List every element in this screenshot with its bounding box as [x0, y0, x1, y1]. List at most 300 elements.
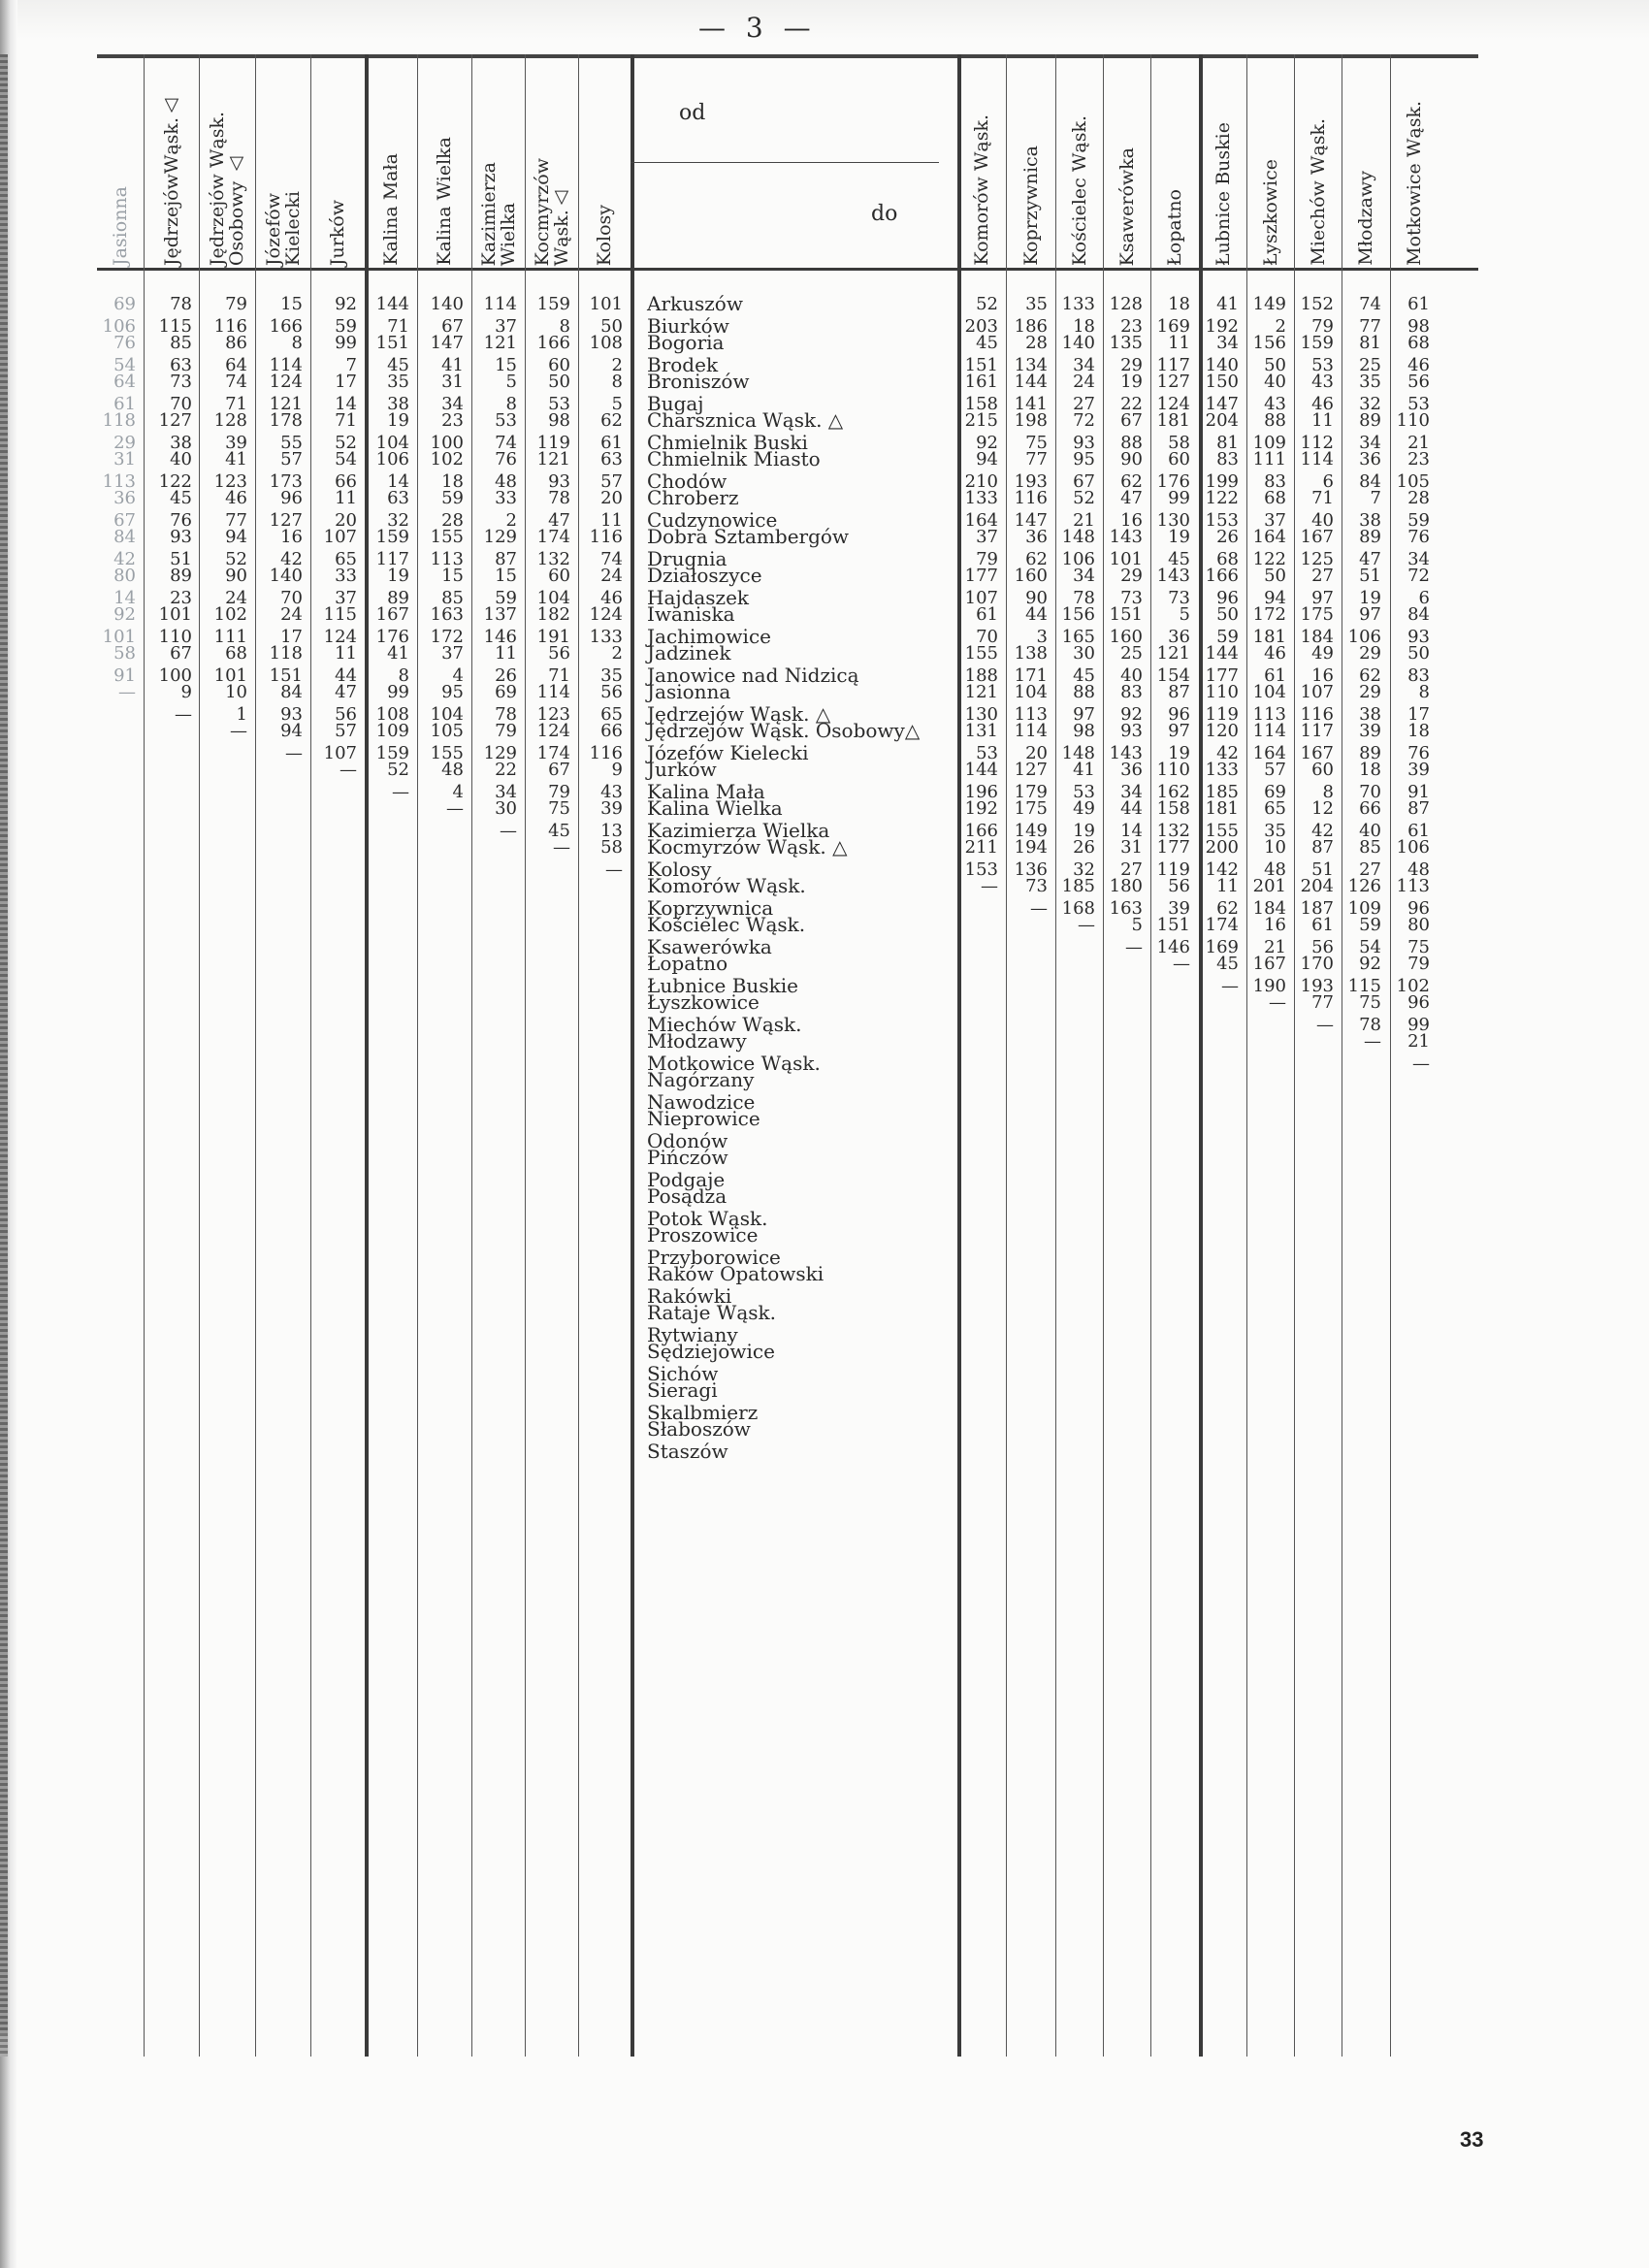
distance-cell: 60 — [548, 566, 570, 586]
distance-cell: 153 — [1205, 510, 1239, 531]
distance-cell: 117 — [1300, 721, 1334, 741]
distance-cell: 60 — [1168, 449, 1190, 470]
distance-cell: 105 — [1396, 471, 1430, 492]
distance-cell: 164 — [1252, 527, 1286, 547]
distance-cell: 127 — [1014, 760, 1048, 780]
distance-cell: 8 — [559, 316, 570, 337]
distance-cell: 113 — [1396, 876, 1430, 896]
distance-cell: 88 — [1264, 410, 1286, 431]
distance-cell: 116 — [589, 743, 623, 763]
distance-cell: 16 — [1120, 510, 1143, 531]
distance-cell: 46 — [1407, 355, 1430, 375]
distance-cell: 10 — [1264, 837, 1286, 858]
left-column-divider — [630, 54, 634, 2057]
left-column-header — [525, 60, 578, 266]
station-name: Skalbmierz — [647, 1401, 759, 1424]
right-column-header — [1055, 60, 1103, 266]
distance-cell: 151 — [1109, 604, 1143, 625]
station-name: Przyborowice — [647, 1246, 781, 1269]
distance-cell: 67 — [113, 510, 136, 531]
distance-cell: 49 — [1311, 643, 1334, 664]
distance-cell: 28 — [1025, 333, 1048, 353]
distance-cell: 121 — [1156, 643, 1190, 664]
distance-cell: 11 — [495, 643, 517, 664]
column-header-label: Kocmyrzów Wąsk.△ — [531, 157, 572, 266]
distance-cell: 104 — [536, 588, 570, 608]
distance-cell: 38 — [170, 433, 192, 453]
distance-cell: 89 — [170, 566, 192, 586]
distance-cell: 75 — [548, 798, 570, 819]
distance-cell: 110 — [158, 627, 192, 647]
left-column-header — [417, 60, 471, 266]
station-name: Młodzawy — [647, 1029, 747, 1053]
distance-cell: 196 — [964, 782, 998, 802]
distance-cell: — — [1364, 1031, 1381, 1052]
distance-cell: 89 — [1359, 410, 1381, 431]
distance-cell: 24 — [225, 588, 247, 608]
distance-cell: 43 — [1264, 394, 1286, 414]
distance-cell: 194 — [1014, 837, 1048, 858]
distance-cell: 114 — [1300, 449, 1334, 470]
distance-cell: 167 — [1300, 743, 1334, 763]
station-name: Kalina Wielka — [647, 796, 783, 820]
distance-cell: 176 — [375, 627, 409, 647]
distance-cell: — — [1030, 898, 1048, 919]
distance-cell: 92 — [113, 604, 136, 625]
distance-cell: 87 — [1407, 798, 1430, 819]
station-name: Cudzynowice — [647, 508, 778, 532]
distance-cell: 127 — [158, 410, 192, 431]
station-name: Chmielnik Buski — [647, 431, 808, 454]
distance-cell: 15 — [280, 294, 303, 314]
station-name: Działoszyce — [647, 564, 762, 587]
distance-cell: 144 — [964, 760, 998, 780]
distance-cell: 131 — [964, 721, 998, 741]
distance-cell: 47 — [1359, 549, 1381, 569]
distance-cell: 110 — [1205, 682, 1239, 702]
distance-cell: 181 — [1156, 410, 1190, 431]
distance-cell: 38 — [1359, 704, 1381, 725]
station-name: Jasionna — [647, 680, 731, 703]
distance-cell: 176 — [1156, 471, 1190, 492]
distance-cell: 147 — [1014, 510, 1048, 531]
distance-cell: 177 — [964, 566, 998, 586]
distance-cell: 58 — [113, 643, 136, 664]
station-name: Chroberz — [647, 486, 739, 509]
distance-cell: 11 — [600, 510, 623, 531]
distance-cell: 45 — [1073, 665, 1095, 686]
distance-cell: 84 — [1407, 604, 1430, 625]
distance-cell: 98 — [1073, 721, 1095, 741]
distance-cell: 173 — [269, 471, 303, 492]
distance-cell: 73 — [1168, 588, 1190, 608]
station-name: Sichów — [647, 1362, 719, 1385]
distance-cell: 59 — [1359, 915, 1381, 935]
distance-cell: 114 — [1252, 721, 1286, 741]
distance-cell: 186 — [1014, 316, 1048, 337]
distance-cell: 153 — [964, 859, 998, 880]
distance-cell: 43 — [1311, 372, 1334, 392]
distance-cell: 5 — [1131, 915, 1143, 935]
distance-cell: 24 — [1073, 372, 1095, 392]
distance-cell: 67 — [170, 643, 192, 664]
distance-cell: 62 — [1359, 665, 1381, 686]
distance-cell: 94 — [280, 721, 303, 741]
distance-cell: 110 — [1396, 410, 1430, 431]
distance-cell: 159 — [536, 294, 570, 314]
distance-cell: 37 — [1264, 510, 1286, 531]
distance-cell: 1 — [236, 704, 247, 725]
distance-cell: 61 — [976, 604, 998, 625]
distance-cell: 65 — [335, 549, 357, 569]
distance-cell: 8 — [1418, 682, 1430, 702]
distance-cell: — — [1173, 954, 1190, 974]
station-name: Komorów Wąsk. — [647, 874, 806, 897]
distance-cell: 2 — [1275, 316, 1286, 337]
distance-cell: 158 — [1156, 798, 1190, 819]
distance-cell: 46 — [1264, 643, 1286, 664]
distance-cell: 106 — [1396, 837, 1430, 858]
station-name: Kolosy — [647, 858, 712, 881]
distance-cell: 96 — [1168, 704, 1190, 725]
distance-cell: 121 — [269, 394, 303, 414]
distance-cell: 31 — [1120, 837, 1143, 858]
distance-cell: 61 — [113, 394, 136, 414]
station-name: Bugaj — [647, 392, 704, 415]
distance-cell: 65 — [1264, 798, 1286, 819]
distance-cell: 130 — [964, 704, 998, 725]
distance-cell: 136 — [1014, 859, 1048, 880]
distance-cell: 127 — [269, 510, 303, 531]
distance-cell: — — [605, 859, 623, 880]
distance-cell: 20 — [600, 488, 623, 508]
distance-cell: 122 — [1252, 549, 1286, 569]
distance-cell: 40 — [1311, 510, 1334, 531]
distance-cell: 159 — [375, 527, 409, 547]
distance-cell: 117 — [375, 549, 409, 569]
distance-cell: 47 — [1120, 488, 1143, 508]
distance-cell: 155 — [430, 527, 464, 547]
distance-cell: 61 — [1407, 294, 1430, 314]
distance-cell: 60 — [548, 355, 570, 375]
distance-cell: 52 — [1073, 488, 1095, 508]
distance-cell: — — [1412, 1053, 1430, 1074]
distance-cell: 69 — [113, 294, 136, 314]
distance-cell: 147 — [1205, 394, 1239, 414]
distance-cell: 71 — [387, 316, 409, 337]
distance-cell: 50 — [600, 316, 623, 337]
distance-cell: 18 — [1073, 316, 1095, 337]
distance-cell: 163 — [430, 604, 464, 625]
distance-cell: 44 — [335, 665, 357, 686]
distance-cell: 56 — [1407, 372, 1430, 392]
distance-cell: 53 — [976, 743, 998, 763]
distance-cell: 114 — [269, 355, 303, 375]
distance-cell: 102 — [1396, 976, 1430, 996]
distance-cell: — — [446, 798, 464, 819]
distance-cell: 47 — [548, 510, 570, 531]
distance-cell: 18 — [1359, 760, 1381, 780]
distance-cell: 34 — [1120, 782, 1143, 802]
distance-cell: 93 — [1120, 721, 1143, 741]
distance-cell: 7 — [345, 355, 357, 375]
distance-cell: 70 — [280, 588, 303, 608]
distance-cell: 113 — [1252, 704, 1286, 725]
distance-cell: 167 — [1300, 527, 1334, 547]
distance-cell: — — [1316, 1015, 1334, 1035]
distance-cell: 34 — [1216, 333, 1239, 353]
distance-cell: 80 — [113, 566, 136, 586]
distance-cell: 163 — [1109, 898, 1143, 919]
distance-cell: 66 — [600, 721, 623, 741]
distance-cell: 45 — [1168, 549, 1190, 569]
distance-cell: 35 — [600, 665, 623, 686]
distance-cell: 8 — [1322, 782, 1334, 802]
distance-cell: 124 — [536, 721, 570, 741]
distance-cell: 34 — [1073, 566, 1095, 586]
distance-cell: 65 — [600, 704, 623, 725]
distance-cell: 87 — [1311, 837, 1334, 858]
distance-cell: 140 — [269, 566, 303, 586]
distance-cell: 151 — [1156, 915, 1190, 935]
distance-cell: 164 — [1252, 743, 1286, 763]
column-header-label: Ksawerówka — [1116, 146, 1138, 266]
distance-cell: 75 — [1025, 433, 1048, 453]
distance-cell: 95 — [441, 682, 464, 702]
distance-cell: 84 — [113, 527, 136, 547]
distance-cell: 54 — [335, 449, 357, 470]
distance-cell: 110 — [1156, 760, 1190, 780]
distance-cell: 151 — [964, 355, 998, 375]
right-column-header — [1150, 60, 1198, 266]
distance-cell: 90 — [225, 566, 247, 586]
station-name: Brodek — [647, 353, 719, 376]
distance-cell: 64 — [225, 355, 247, 375]
station-name: Bogoria — [647, 331, 725, 354]
distance-cell: 181 — [1205, 798, 1239, 819]
distance-cell: 18 — [1407, 721, 1430, 741]
distance-cell: 141 — [1014, 394, 1048, 414]
distance-cell: 154 — [1156, 665, 1190, 686]
distance-cell: 59 — [1216, 627, 1239, 647]
distance-cell: 59 — [441, 488, 464, 508]
distance-cell: 27 — [1120, 859, 1143, 880]
distance-cell: 35 — [1264, 821, 1286, 841]
distance-cell: 29 — [1120, 566, 1143, 586]
distance-cell: 24 — [280, 604, 303, 625]
left-column-header — [310, 60, 365, 266]
distance-cell: 38 — [1359, 510, 1381, 531]
distance-cell: 11 — [1168, 333, 1190, 353]
distance-cell: 35 — [1025, 294, 1048, 314]
distance-cell: 52 — [976, 294, 998, 314]
distance-cell: 19 — [1168, 527, 1190, 547]
distance-cell: 122 — [158, 471, 192, 492]
distance-cell: 87 — [1168, 682, 1190, 702]
distance-cell: 14 — [335, 394, 357, 414]
distance-cell: 172 — [430, 627, 464, 647]
distance-cell: 42 — [1216, 743, 1239, 763]
distance-cell: 73 — [1120, 588, 1143, 608]
station-name: Jurków — [647, 758, 717, 781]
left-column-header — [255, 60, 310, 266]
distance-cell: — — [230, 721, 247, 741]
column-header-label: Jędrzejów Wąsk. Osobowy △ — [207, 111, 247, 266]
station-name: Iwaniska — [647, 602, 735, 626]
distance-cell: 134 — [1014, 355, 1048, 375]
distance-cell: 91 — [1407, 782, 1430, 802]
distance-cell: 106 — [1347, 627, 1381, 647]
distance-cell: 23 — [441, 410, 464, 431]
distance-cell: 39 — [600, 798, 623, 819]
distance-cell: 53 — [1073, 782, 1095, 802]
distance-cell: 78 — [170, 294, 192, 314]
distance-cell: 93 — [548, 471, 570, 492]
distance-cell: 78 — [1073, 588, 1095, 608]
distance-cell: 116 — [589, 527, 623, 547]
distance-cell: 93 — [1073, 433, 1095, 453]
distance-cell: 62 — [1216, 898, 1239, 919]
station-name: Nieprowice — [647, 1107, 760, 1130]
distance-cell: 36 — [1168, 627, 1190, 647]
distance-cell: 89 — [387, 588, 409, 608]
distance-cell: 104 — [1014, 682, 1048, 702]
distance-cell: 19 — [1168, 743, 1190, 763]
distance-cell: 127 — [1156, 372, 1190, 392]
distance-cell: 41 — [1073, 760, 1095, 780]
station-name: Dobra Sztambergów — [647, 525, 850, 548]
distance-cell: 17 — [335, 372, 357, 392]
distance-cell: 50 — [1407, 643, 1430, 664]
distance-cell: 175 — [1300, 604, 1334, 625]
distance-cell: 21 — [1264, 937, 1286, 957]
distance-cell: 49 — [1073, 798, 1095, 819]
distance-cell: 124 — [269, 372, 303, 392]
distance-cell: 76 — [170, 510, 192, 531]
distance-cell: 11 — [1216, 876, 1239, 896]
distance-cell: 68 — [225, 643, 247, 664]
distance-cell: 156 — [1061, 604, 1095, 625]
distance-cell: 14 — [1120, 821, 1143, 841]
distance-cell: 132 — [536, 549, 570, 569]
distance-cell: 51 — [1311, 859, 1334, 880]
distance-cell: 114 — [536, 682, 570, 702]
distance-cell: 78 — [548, 488, 570, 508]
station-name: Kościelec Wąsk. — [647, 913, 806, 936]
distance-cell: 20 — [1025, 743, 1048, 763]
station-name: Potok Wąsk. — [647, 1207, 768, 1230]
distance-cell: 122 — [1205, 488, 1239, 508]
distance-cell: 57 — [280, 449, 303, 470]
table-right-border — [0, 54, 8, 2033]
distance-cell: 81 — [1216, 433, 1239, 453]
distance-cell: 70 — [1359, 782, 1381, 802]
distance-cell: 169 — [1205, 937, 1239, 957]
distance-cell: 155 — [964, 643, 998, 664]
distance-cell: 100 — [430, 433, 464, 453]
distance-cell: 99 — [1168, 488, 1190, 508]
distance-cell: 148 — [1061, 527, 1095, 547]
station-name: Jędrzejów Wąsk. Osobowy△ — [647, 719, 921, 742]
distance-cell: 41 — [387, 643, 409, 664]
distance-cell: 170 — [1300, 954, 1334, 974]
column-header-label: Miechów Wąsk. — [1307, 118, 1329, 266]
distance-cell: 4 — [452, 782, 464, 802]
distance-cell: 119 — [1205, 704, 1239, 725]
column-header-label: Łopatno — [1163, 189, 1185, 266]
distance-cell: 17 — [1407, 704, 1430, 725]
distance-cell: 121 — [536, 449, 570, 470]
distance-cell: 99 — [1407, 1015, 1430, 1035]
distance-cell: — — [175, 704, 192, 725]
distance-cell: 93 — [1407, 627, 1430, 647]
distance-cell: 159 — [375, 743, 409, 763]
distance-cell: 192 — [964, 798, 998, 819]
distance-cell: 53 — [1407, 394, 1430, 414]
distance-cell: 182 — [536, 604, 570, 625]
distance-cell: 32 — [1073, 859, 1095, 880]
distance-cell: 133 — [1205, 760, 1239, 780]
distance-cell: 29 — [113, 433, 136, 453]
distance-cell: 177 — [1156, 837, 1190, 858]
station-name: Józefów Kielecki — [647, 741, 809, 764]
distance-cell: 27 — [1359, 859, 1381, 880]
distance-cell: 4 — [452, 665, 464, 686]
distance-cell: 167 — [1252, 954, 1286, 974]
distance-cell: 11 — [335, 488, 357, 508]
distance-cell: 56 — [1168, 876, 1190, 896]
distance-cell: 39 — [225, 433, 247, 453]
distance-cell: 33 — [335, 566, 357, 586]
distance-cell: 120 — [1205, 721, 1239, 741]
distance-cell: 123 — [213, 471, 247, 492]
distance-cell: 62 — [600, 410, 623, 431]
distance-cell: 92 — [976, 433, 998, 453]
distance-cell: 74 — [225, 372, 247, 392]
distance-cell: 114 — [483, 294, 517, 314]
distance-cell: 50 — [1216, 604, 1239, 625]
distance-cell: 83 — [1264, 471, 1286, 492]
distance-cell: 9 — [180, 682, 192, 702]
distance-cell: 27 — [1311, 566, 1334, 586]
distance-cell: 84 — [1359, 471, 1381, 492]
station-name: Koprzywnica — [647, 896, 774, 920]
station-name: Słaboszów — [647, 1417, 751, 1441]
distance-cell: 30 — [495, 798, 517, 819]
distance-cell: 64 — [113, 372, 136, 392]
distance-cell: 45 — [170, 488, 192, 508]
distance-cell: 68 — [1407, 333, 1430, 353]
distance-cell: 34 — [1407, 549, 1430, 569]
distance-cell: 42 — [113, 549, 136, 569]
distance-cell: 37 — [495, 316, 517, 337]
station-name: Chmielnik Miasto — [647, 447, 821, 470]
station-name: Charsznica Wąsk. △ — [647, 408, 844, 432]
distance-cell: 32 — [1359, 394, 1381, 414]
distance-cell: 116 — [1014, 488, 1048, 508]
distance-cell: 36 — [1120, 760, 1143, 780]
distance-cell: 13 — [600, 821, 623, 841]
station-name: Rytwiany — [647, 1323, 738, 1346]
distance-cell: 67 — [441, 316, 464, 337]
distance-cell: 51 — [1359, 566, 1381, 586]
distance-cell: 78 — [495, 704, 517, 725]
distance-cell: 76 — [113, 333, 136, 353]
distance-cell: — — [1221, 976, 1239, 996]
distance-cell: 25 — [1359, 355, 1381, 375]
distance-cell: 2 — [611, 355, 623, 375]
distance-cell: 133 — [589, 627, 623, 647]
